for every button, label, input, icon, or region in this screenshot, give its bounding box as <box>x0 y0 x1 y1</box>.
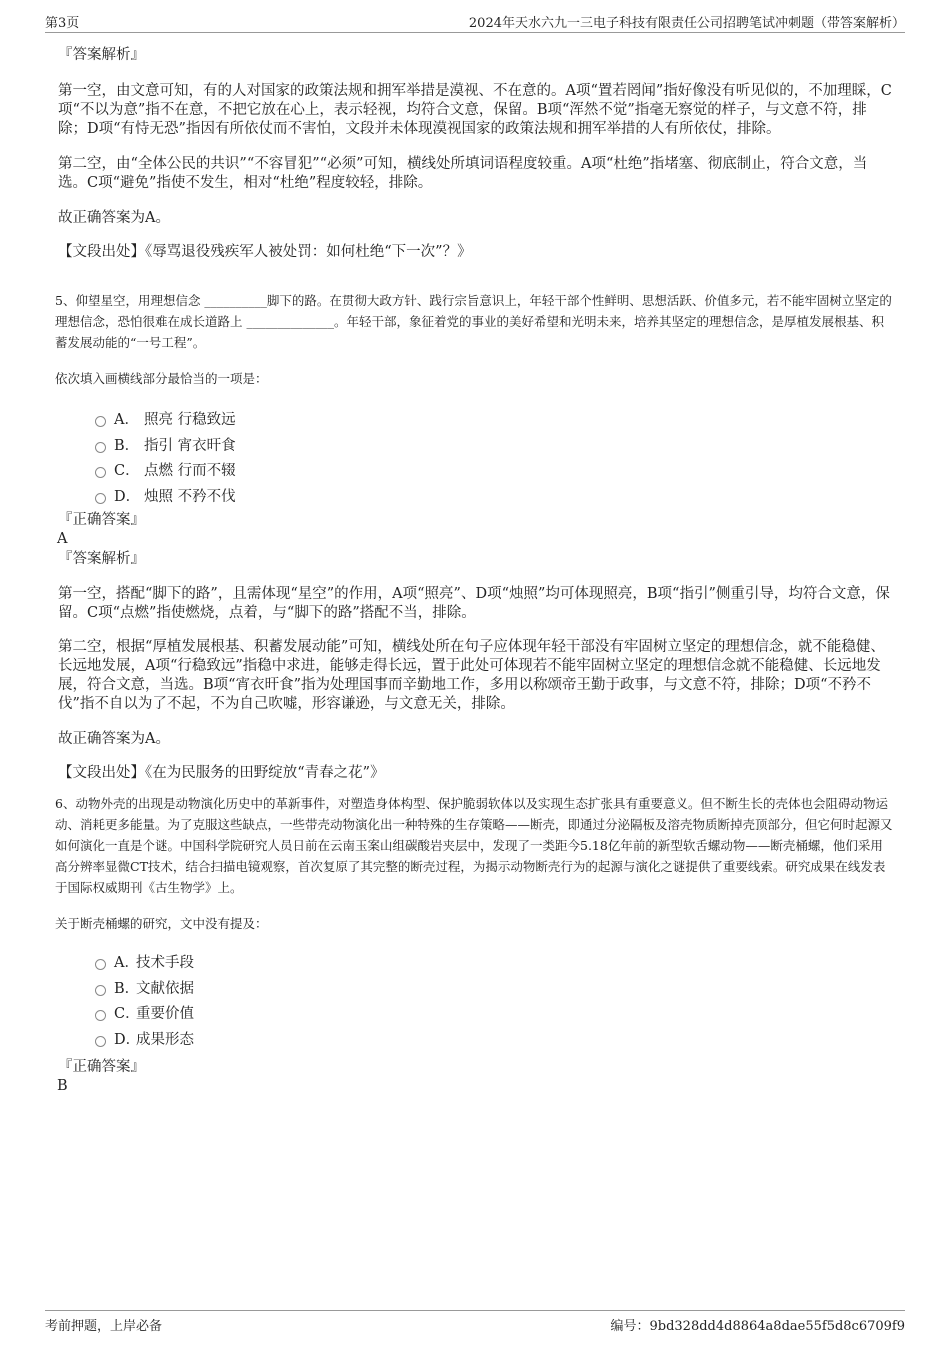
q5-option-d[interactable]: D． 烛照 不矜不伐 <box>55 483 895 509</box>
q6-option-a[interactable]: A． 技术手段 <box>55 949 895 975</box>
q5-stem: 5、仰望星空，用理想信念 __________脚下的路。在贯彻大政方针、践行宗旨意识上，年轻干部个性鲜明、思想活跃、价值多元，若不能牢固树立坚定的理想信念，恐怕很难在成长道路上 ______________。年轻干部，象征着党的事业的美好希望和光明未来，培养其坚定的理想信念，是厚植发展根基、积蓄发展动能的“一号工程”。 <box>55 293 892 350</box>
q4-analysis-para1: 第一空，由文意可知，有的人对国家的政策法规和拥军举措是漠视、不在意的。A项“置若罔闻”指好像没有听见似的，不加理睬，C项“不以为意”指不在意，不把它放在心上，表示轻视，均符合文意，保留。B项“浑然不觉”指毫无察觉的样子，与文意不符，排除；D项“有恃无恐”指因有所依仗而不害怕，文段并未体现漠视国家的政策法规和拥军举措的人有所依仗，排除。 <box>58 83 892 137</box>
footer-slogan: 考前押题，上岸必备 <box>45 1319 163 1334</box>
page-footer <box>45 1310 905 1335</box>
q5-answer: A <box>57 531 68 547</box>
q5-analysis-tag: 『答案解析』 <box>58 551 145 567</box>
q6-option-b[interactable]: B． 文献依据 <box>55 975 895 1001</box>
document-id: 编号：9bd328dd4d8864a8dae55f5d8c6709f9 <box>610 1319 905 1334</box>
radio-icon[interactable] <box>95 493 106 504</box>
q4-analysis-para2: 第二空，由“全体公民的共识”“不容冒犯”“必须”可知，横线处所填词语程度较重。A项“杜绝”指堵塞、彻底制止，符合文意，当选。C项“避免”指使不发生，相对“杜绝”程度较轻，排除。 <box>58 156 868 191</box>
q6-stem: 6、动物外壳的出现是动物演化历史中的革新事件，对塑造身体构型、保护脆弱软体以及实现生态扩张具有重要意义。但不断生长的壳体也会阻碍动物运动、消耗更多能量。为了克服这些缺点，一些带壳动物演化出一种特殊的生存策略——断壳，即通过分泌隔板及溶壳物质断掉壳顶部分，但它何时起源又如何演化一直是个谜。中国科学院研究人员日前在云南玉案山组碳酸岩夹层中，发现了一类距今5.18亿年前的新型软舌螺动物——断壳桶螺，他们采用高分辨率显微CT技术，结合扫描电镜观察，首次复原了其完整的断壳过程，为揭示动物断壳行为的起源与演化之谜提供了重要线索。研究成果在线发表于国际权威期刊《古生物学》上。 <box>55 796 893 895</box>
q5-analysis-para2: 第二空，根据“厚植发展根基、积蓄发展动能”可知，横线处所在句子应体现年轻干部没有牢固树立坚定的理想信念，就不能稳健、长远地发展，A项“行稳致远”指稳中求进，能够走得长远，置于此处可体现若不能牢固树立坚定的理想信念就不能稳健、长远地发展，符合文意，当选。B项“宵衣旰食”指为处理国事而辛勤地工作，多用以称颂帝王勤于政事，与文意不符，排除；D项“不矜不伐”指不自以为了不起，不为自己吹嘘，形容谦逊，与文意无关，排除。 <box>58 639 885 712</box>
page-number: 第3页 <box>45 16 80 31</box>
q6-answer-tag: 『正确答案』 <box>58 1059 145 1075</box>
radio-icon[interactable] <box>95 959 106 970</box>
radio-icon[interactable] <box>95 416 106 427</box>
q5-option-b[interactable]: B． 指引 宵衣旰食 <box>55 432 895 458</box>
q6-prompt: 关于断壳桶螺的研究，文中没有提及： <box>55 916 268 931</box>
q4-conclusion: 故正确答案为A。 <box>58 210 170 226</box>
radio-icon[interactable] <box>95 442 106 453</box>
q5-conclusion: 故正确答案为A。 <box>58 731 170 747</box>
radio-icon[interactable] <box>95 1036 106 1047</box>
q5-prompt: 依次填入画横线部分最恰当的一项是： <box>55 371 268 386</box>
q6-option-d[interactable]: D． 成果形态 <box>55 1026 895 1052</box>
document-title: 2024年天水六九一三电子科技有限责任公司招聘笔试冲刺题（带答案解析） <box>468 16 905 31</box>
document-body <box>55 44 895 1096</box>
radio-icon[interactable] <box>95 985 106 996</box>
q5-option-c[interactable]: C． 点燃 行而不辍 <box>55 457 895 483</box>
q5-answer-tag: 『正确答案』 <box>58 512 145 528</box>
q4-analysis-tag: 『答案解析』 <box>58 47 145 63</box>
q5-analysis-para1: 第一空，搭配“脚下的路”，且需体现“星空”的作用，A项“照亮”、D项“烛照”均可体现照亮，B项“指引”侧重引导，均符合文意，保留。C项“点燃”指使燃烧，点着，与“脚下的路”搭配不当，排除。 <box>58 586 890 621</box>
page-header <box>45 10 905 33</box>
q4-source: 【文段出处】《辱骂退役残疾军人被处罚：如何杜绝“下一次”？》 <box>58 244 472 260</box>
radio-icon[interactable] <box>95 1010 106 1021</box>
q5-option-a[interactable]: A． 照亮 行稳致远 <box>55 406 895 432</box>
q6-answer: B <box>57 1078 68 1094</box>
q5-options <box>55 406 895 508</box>
q5-source: 【文段出处】《在为民服务的田野绽放“青春之花”》 <box>58 765 385 781</box>
q6-options <box>55 949 895 1051</box>
q6-option-c[interactable]: C． 重要价值 <box>55 1000 895 1026</box>
radio-icon[interactable] <box>95 467 106 478</box>
